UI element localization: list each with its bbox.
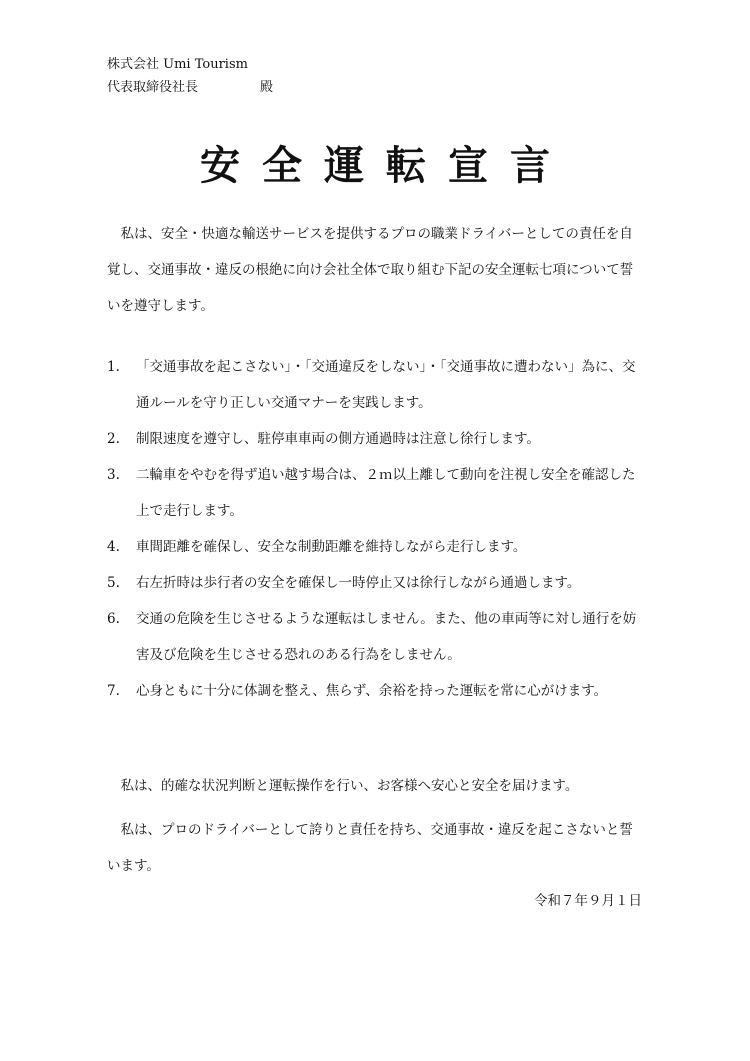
closing-statement-1: 私は、的確な状況判断と運転操作を行い、お客様へ安心と安全を届けます。	[120, 778, 579, 794]
addressee-position: 代表取締役社長	[107, 80, 199, 95]
pledge-item	[107, 529, 637, 565]
pledge-item	[107, 601, 637, 673]
document-title: 安全運転宣言	[200, 142, 572, 189]
pledge-number: 6.	[107, 611, 120, 627]
addressee-company: 株式会社 Umi Tourism	[107, 57, 248, 72]
pledge-number: 1.	[107, 359, 120, 375]
pledge-number: 5.	[107, 575, 120, 591]
pledge-item	[107, 349, 637, 421]
pledge-item	[107, 565, 637, 601]
document-date: 令和７年９月１日	[534, 893, 642, 909]
pledge-text: 制限速度を遵守し、駐停車車両の側方通過時は注意し徐行します。	[136, 431, 540, 447]
intro-paragraph: 私は、安全・快適な輸送サービスを提供するプロの職業ドライバーとしての責任を自覚し、交通事故・違反の根絶に向け会社全体で取り組む下記の安全運転七項について誓いを遵守します。	[107, 226, 634, 314]
pledge-number: 2.	[107, 431, 120, 447]
pledge-text: 車間距離を確保し、安全な制動距離を維持しながら走行します。	[136, 539, 527, 555]
addressee-honorific: 殿	[260, 80, 274, 95]
pledge-text: 交通の危険を生じさせるような運転はしません。また、他の車両等に対し通行を妨害及び危険を生じさせる恐れのある行為をしません。	[136, 611, 637, 663]
pledge-text: 右左折時は歩行者の安全を確保し一時停止又は徐行しながら通過します。	[136, 575, 581, 591]
pledge-text: 心身ともに十分に体調を整え、焦らず、余裕を持った運転を常に心がけます。	[136, 683, 608, 699]
pledge-item	[107, 457, 637, 529]
addressee-line	[107, 80, 273, 96]
pledge-number: 3.	[107, 467, 120, 483]
pledge-item	[107, 673, 637, 709]
pledge-list	[107, 349, 637, 709]
pledge-item	[107, 421, 637, 457]
closing-statement-2: 私は、プロのドライバーとして誇りと責任を持ち、交通事故・違反を起こさないと誓います。	[107, 822, 633, 874]
pledge-number: 4.	[107, 539, 120, 555]
pledge-text: 「交通事故を起こさない」・「交通違反をしない」・「交通事故に遭わない」為に、交通ルールを守り正しい交通マナーを実践します。	[136, 359, 636, 411]
pledge-number: 7.	[107, 683, 120, 699]
pledge-text: 二輪車をやむを得ず追い越す場合は、２ｍ以上離して動向を注視し安全を確認した上で走行します。	[136, 467, 636, 519]
